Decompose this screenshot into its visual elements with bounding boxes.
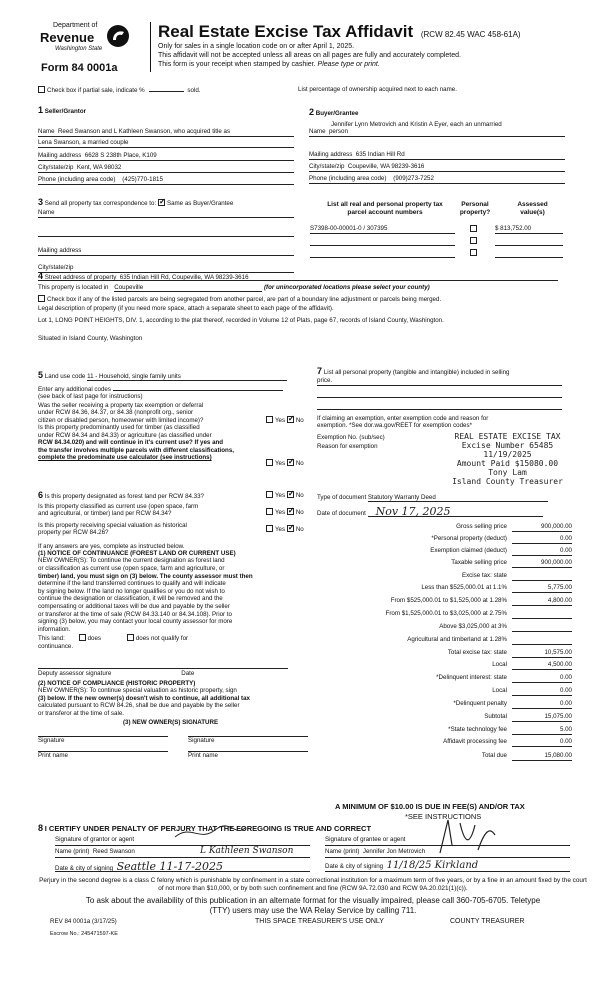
corr-name-line-2[interactable]	[38, 228, 294, 237]
corr-text: Send all property tax correspondence to:	[44, 200, 157, 207]
q2-no-checkbox[interactable]	[287, 459, 294, 466]
does-not-checkbox[interactable]	[127, 634, 134, 641]
tax-line-label: Gross selling price	[456, 523, 507, 530]
parcel-rows	[310, 225, 565, 261]
tax-line-label: From $525,000.01 to $1,525,000 at 1.28%	[390, 597, 507, 604]
forest-q3-yes[interactable]	[266, 525, 273, 532]
q2-yes-checkbox[interactable]	[266, 459, 273, 466]
buyer-city-label: City/state/zip	[309, 163, 345, 171]
tax-line	[340, 597, 572, 606]
street-label: Street address of property	[44, 274, 117, 281]
tax-line-value[interactable]: 0.00	[512, 687, 572, 696]
seller-mail-label: Mailing address	[38, 152, 82, 159]
buyer-name-top[interactable]: Jennifer Lynn Metrovich and Kristin A Eyer, each an unmarried	[331, 121, 502, 128]
owner-sig-1: Signature	[38, 736, 168, 744]
tax-line-label: Excise tax: state	[461, 572, 507, 579]
q1-no-checkbox[interactable]	[287, 416, 294, 423]
grantor-hw-name[interactable]: L Kathleen Swanson	[200, 846, 294, 856]
tax-line-value[interactable]	[512, 623, 572, 632]
tax-line-label: *Delinquent interest: state	[436, 674, 507, 681]
seller-phone[interactable]: (425)770-1815	[122, 176, 163, 183]
tax-line-value[interactable]: 4,800.00	[512, 597, 572, 606]
tax-line	[340, 700, 572, 709]
stamp-line-2: Excise Number 65485	[461, 441, 554, 450]
tax-line	[340, 726, 572, 735]
stamp-line-6: Island County Treasurer	[452, 477, 563, 486]
tax-line	[340, 687, 572, 696]
tax-line	[340, 649, 572, 658]
deputy-label: Deputy assessor signature	[38, 670, 112, 678]
q2-line-2: under RCW 84.34 and 84.33) or agriculture (as classified under	[38, 431, 212, 439]
receipt-note: This form is your receipt when stamped by cashier.	[158, 61, 316, 68]
parcel-number-2[interactable]	[310, 237, 455, 246]
tax-line-label: Less than $525,000.01 at 1.1%	[421, 584, 507, 591]
buyer-city[interactable]: Coupeville, WA 98239-3616	[347, 163, 425, 171]
doc-type-value[interactable]: Statutory Warranty Deed	[368, 494, 548, 502]
reason-label: Reason for exemption	[317, 443, 378, 451]
doc-date-row	[317, 507, 543, 517]
ownership-note: List percentage of ownership acquired next to each name.	[298, 86, 457, 93]
tax-line-value[interactable]: 15,080.00	[512, 752, 572, 761]
minimum-note: A MINIMUM OF $10.00 IS DUE IN FEE(S) AND/OR TAX	[335, 802, 525, 811]
personal-property-block: 7 List all personal property (tangible and intangible) included in selling price. If claiming an exemption, enter exemption code and reason for exemption. *See dor.wa.gov/REET for exemption codes* Exemption No. (sub/sec) Reason for exemption	[317, 366, 562, 451]
page-title	[158, 22, 521, 42]
tax-line-value[interactable]: 0.00	[512, 700, 572, 709]
q1-line-2: under RCW 84.36, 84.37, or 84.38 (nonprofit org., senior	[38, 409, 194, 417]
forest-q3-no[interactable]	[287, 525, 294, 532]
forest-q2b: and agricultural, or timber) land per RCW 84.34?	[38, 510, 172, 518]
q1-yes-checkbox[interactable]	[266, 416, 273, 423]
street-value[interactable]: 635 Indian Hill Rd, Coupeville, WA 98239-3616	[119, 274, 249, 281]
notice-1-title: (1) NOTICE OF CONTINUANCE (FOREST LAND OR CURRENT USE)	[38, 549, 236, 557]
tax-line-value[interactable]: 0.00	[512, 547, 572, 556]
escrow-number: Escrow No.: 245471597-KE	[50, 931, 118, 937]
stamp-line-5: Tony Lam	[488, 468, 527, 477]
parcel-number-3[interactable]	[310, 249, 455, 258]
stamp-line-3: 11/19/2025	[483, 450, 532, 459]
seller-header: 1 Seller/Grantor	[38, 105, 87, 115]
form-revision: REV 84 0001a (3/17/25)	[50, 918, 117, 925]
tax-line-label: Agricultural and timberland at 1.28%	[407, 636, 507, 643]
assessed-header: Assessed value(s)	[517, 201, 548, 216]
accessibility-text: To ask about the availability of this publication in an alternate format for the visually impaired, please call 360-705-6705. Teletype (TTY) users may use the WA Relay Service by calling 711.	[85, 896, 541, 915]
grantor-date-label: Date & city of signing	[55, 865, 114, 872]
header-line-3	[158, 60, 461, 69]
does-checkbox[interactable]	[79, 634, 86, 641]
treasurer-use: THIS SPACE TREASURER'S USE ONLY	[255, 918, 384, 925]
grantor-sig-label: Signature of grantor or agent	[55, 836, 135, 843]
tax-line	[340, 713, 572, 722]
seller-city[interactable]: Kent, WA 98032	[76, 164, 122, 171]
seller-name-2[interactable]: Lena Swanson, a married couple	[38, 139, 129, 146]
street-row: 4 Street address of property 635 Indian Hill Rd, Coupeville, WA 98239-3616	[38, 271, 558, 281]
tax-line-value[interactable]	[512, 610, 572, 619]
grantee-signature-icon	[430, 815, 500, 859]
header-line-2: This affidavit will not be accepted unless all areas on all pages are fully and accurately completed.	[158, 52, 461, 59]
tax-line	[340, 584, 572, 593]
personal-checkbox-3[interactable]	[470, 249, 477, 256]
tax-line-label: Local	[492, 687, 507, 694]
tax-line-value[interactable]: 4,500.00	[512, 661, 572, 670]
forest-q1: Is this property designated as forest land per RCW 84.33?	[44, 493, 204, 500]
form-number: Form 84 0001a	[41, 62, 118, 74]
assessed-value-3[interactable]	[495, 249, 563, 258]
grantee-date[interactable]: 11/18/25 Kirkland	[386, 860, 479, 871]
dor-logo	[35, 22, 140, 77]
tax-line-label: *State technology fee	[448, 726, 507, 733]
tax-line-value[interactable]: 15,075.00	[512, 713, 572, 722]
q2-line-1: Is this property predominantly used for timber (as classified	[38, 424, 200, 432]
owner-print-1: Print name	[38, 751, 168, 759]
stamp-line-1: REAL ESTATE EXCISE TAX	[454, 432, 561, 441]
deputy-date-label: Date	[181, 670, 195, 678]
partial-sale-row	[38, 86, 201, 94]
tax-line-value[interactable]: 5.00	[512, 726, 572, 735]
personal-text: List all personal property (tangible and intangible) included in selling	[323, 369, 510, 376]
tax-line	[340, 535, 572, 544]
tax-line	[340, 610, 572, 619]
partial-sale-checkbox[interactable]	[38, 86, 45, 93]
land-use-block: Enter any additional codes (see back of last page for instructions) Was the seller receiving a property tax exemption or deferral under RCW 84.36, 84.37, or 84.38 (nonprofit org., senior citizen or disabled person, homeowner with limited income)? Yes ✓ No Is this property predominantly used for timber (as classified under RCW 84.34 and 84.33) or agriculture (as classified under RCW 84.34.020) and will continue in it's current use? If yes and the transfer involves multiple parcels with different classifications, complete the predominate use calculator (see instructions) Yes ✓ No	[38, 386, 318, 461]
notice-3-title: (3) NEW OWNER(S) SIGNATURE	[123, 719, 219, 727]
treasurer-stamp	[440, 432, 575, 486]
tax-line-value[interactable]: 0.00	[512, 674, 572, 683]
land-use-label: Land use code	[44, 373, 86, 380]
forest-any: If any answers are yes, complete as instructed below.	[38, 542, 185, 550]
perjury-text: Perjury in the second degree is a class C felony which is punishable by confinement in a state correctional institution for a maximum term of five years, or by a fine in an amount fixed by the court of not more than $10,000, or by both such confinement and fine (RCW 9A.72.030 and RCW 9A.20.021(1)(c)).	[39, 877, 587, 892]
notice-2-text: NEW OWNER(S): To continue special valuation as historic property, sign (3) below. If the new owner(s) doesn't wish to continue, all additional tax calculated pursuant to RCW 84.26, shall be due and payable by the seller or transferor at the time of sale.	[38, 687, 250, 717]
tax-line	[340, 661, 572, 670]
see-instructions: *SEE INSTRUCTIONS	[405, 812, 482, 821]
this-land-label: This land:	[38, 635, 65, 643]
owner-print-2: Print name	[188, 751, 308, 759]
tax-line-value[interactable]: 10,575.00	[512, 649, 572, 658]
tax-line-label: Total due	[481, 752, 507, 759]
seller-phone-label: Phone (including area code)	[38, 176, 116, 183]
title-text: Real Estate Excise Tax Affidavit	[158, 22, 414, 41]
header-notes	[158, 42, 461, 69]
forest-q3b: property per RCW 84.26?	[38, 529, 109, 537]
partial-label: Check box if partial sale, indicate %	[47, 87, 145, 94]
forest-q2-yes[interactable]	[266, 508, 273, 515]
doc-type-row	[317, 494, 548, 502]
legal-label: Legal description of property (if you need more space, attach a separate sheet to each page of the affidavit).	[38, 305, 334, 312]
tax-line-label: Affidavit processing fee	[443, 738, 507, 745]
buyer-phone[interactable]: (909)273-7252	[393, 175, 434, 183]
tax-line-value[interactable]: 900,000.00	[512, 523, 572, 532]
forest-q3a: Is this property receiving special valuation as historical	[38, 521, 187, 529]
buyer-mail[interactable]: 635 Indian Hill Rd	[355, 151, 405, 159]
land-use-row: 5 Land use code 11 - Household, single family units	[38, 370, 287, 381]
segregate-label: Check box if any of the listed parcels are being segregated from another parcel, are part of a boundary line adjustment or parcels being merged.	[47, 296, 442, 303]
tax-line	[340, 559, 572, 568]
stamp-line-4: Amount Paid $15080.00	[456, 459, 559, 468]
buyer-header: 2 Buyer/Grantee	[309, 107, 359, 117]
forest-q2-no[interactable]	[287, 508, 294, 515]
tax-line-value[interactable]	[512, 636, 572, 645]
forest-q2a: Is this property classified as current use (open space, farm	[38, 502, 199, 510]
doc-date-value[interactable]: Nov 17, 2025	[368, 507, 543, 517]
tax-line-label: From $1,525,000.01 to $3,025,000 at 2.75%	[385, 610, 507, 617]
buyer-name-label: Name	[309, 128, 326, 136]
q2-line-3: RCW 84.34.020) and will continue in it's current use? If yes and	[38, 439, 224, 447]
wa-logo-icon	[107, 25, 129, 47]
forest-q1-no[interactable]	[287, 491, 294, 498]
situated-text[interactable]: Situated in Island County, Washington	[38, 335, 143, 342]
corr-city-label: City/state/zip	[38, 264, 74, 271]
tax-line	[340, 572, 572, 581]
dept-text: Department of	[53, 22, 98, 29]
claim-line-2: exemption. *See dor.wa.gov/REET for exemption codes*	[317, 422, 473, 430]
tax-line-label: *Personal property (deduct)	[431, 535, 507, 542]
buyer-name[interactable]: person	[328, 128, 348, 136]
location-row	[38, 284, 430, 292]
buyer-phone-label: Phone (including area code)	[309, 175, 387, 183]
tax-line-value[interactable]: 0.00	[512, 535, 572, 544]
personal-checkbox-1[interactable]	[470, 225, 477, 232]
continuance-label: continuance.	[38, 642, 74, 650]
additional-codes-field[interactable]	[113, 390, 283, 391]
same-as-buyer-checkbox[interactable]	[158, 199, 165, 206]
certify-text: I CERTIFY UNDER PENALTY OF PERJURY THAT THE FOREGOING IS TRUE AND CORRECT	[44, 824, 372, 833]
assessed-value-2[interactable]	[495, 237, 563, 246]
personal-line-3[interactable]	[317, 401, 562, 410]
grantee-name[interactable]: Jennifer Jon Metrovich	[362, 848, 426, 855]
tax-line	[340, 738, 572, 747]
corr-name-label: Name	[38, 209, 55, 216]
certify-row: 8 I CERTIFY UNDER PENALTY OF PERJURY THAT THE FOREGOING IS TRUE AND CORRECT	[38, 823, 372, 833]
seller-mail[interactable]: 6628 S 238th Place, K109	[84, 152, 157, 159]
assessed-value[interactable]: $ 813,752.00	[495, 225, 563, 234]
grantor-signature-icon	[170, 822, 250, 846]
corr-mail-label: Mailing address	[38, 247, 82, 254]
tax-line-label: Total excise tax: state	[447, 649, 507, 656]
notice-2-title: (2) NOTICE OF COMPLIANCE (HISTORIC PROPERTY)	[38, 679, 196, 687]
personal-checkbox-2[interactable]	[470, 237, 477, 244]
tax-line	[340, 623, 572, 632]
header-line-1: Only for sales in a single location code on or after April 1, 2025.	[158, 43, 355, 50]
forest-block: 6 Is this property designated as forest land per RCW 84.33? Yes ✓ No Is this property classified as current use (open space, farm and agricultural, or timber) land per RCW 84.34? Yes ✓ No Is this property receiving special valuation as historical property per RCW 84.26? Yes ✓ No If any answers are yes, complete as instructed below. (1) NOTICE OF CONTINUANCE (FOREST LAND OR CURRENT USE) NEW OWNER(S): To continue the current designation as forest land or classification as current use (open space, farm and agriculture, or timber) land, you must sign on (3) below. The county assessor must then determine if the land transferred continues to qualify and will indicate by signing below. If the land no longer qualifies or you do not wish to continue the designation or classification, it will be removed and the compensating or additional taxes will be due and payable by the seller or transferor at the time of sale (RCW 84.33.140 or 84.34.108). Prior to signing (3) below, you may contact your local county assessor for more information. This land: does does not qualify for continuance. Deputy assessor signature Date (2) NOTICE OF COMPLIANCE (HISTORIC PROPERTY) NEW OWNER(S): To continue special valuation as historic property, sign (3) below. If the new owner(s) doesn't wish to continue, all additional tax calculated pursuant to RCW 84.26, shall be due and payable by the seller or transferor at the time of sale. (3) NEW OWNER(S) SIGNATURE Signature Signature Print name Print name	[38, 490, 318, 760]
correspondence-row: 3 Send all property tax correspondence to: ✓ Same as Buyer/Grantee	[38, 197, 233, 208]
revenue-text: Revenue	[40, 30, 95, 45]
grantee-date-label: Date & city of signing	[325, 863, 384, 870]
personal-line-2[interactable]	[317, 389, 562, 398]
segregate-row	[38, 295, 441, 303]
see-back-note: (see back of last page for instructions)	[38, 393, 143, 401]
seller-block	[38, 128, 294, 185]
tax-line	[340, 674, 572, 683]
tax-line-value[interactable]: 0.00	[512, 738, 572, 747]
legal-description[interactable]: Lot 1, LONG POINT HEIGHTS, DIV. 1, according to the plat thereof, recorded in Volume 12 of Plats, page 67, records of Island County, Washington.	[38, 317, 444, 324]
type-print-note: Please type or print.	[317, 61, 380, 68]
buyer-block	[309, 121, 565, 184]
notice-1-text: NEW OWNER(S): To continue the current designation as forest land or classification as current use (open space, farm and agriculture, or timber) land, you must sign on (3) below. The county assessor must then determine if the land transferred continues to qualify and will indicate by signing below. If the land no longer qualifies or you do not wish to continue the designation or classification, it will be removed and the compensating or additional taxes will be due and payable by the seller or transferor at the time of sale (RCW 84.33.140 or 84.34.108). Prior to signing (3) below, you may contact your local county assessor for more information.	[38, 557, 253, 633]
tax-line	[340, 636, 572, 645]
location-value[interactable]: Coupeville	[114, 284, 262, 292]
tax-line	[340, 523, 572, 532]
rcw-cite: (RCW 82.45 WAC 458-61A)	[420, 30, 521, 39]
grantee-name-label: Name (print)	[325, 848, 360, 855]
grantor-name-label: Name (print)	[55, 848, 90, 855]
location-label: This property is located in	[38, 284, 109, 291]
buyer-mail-label: Mailing address	[309, 151, 353, 159]
parcel-header: List all real and personal property tax parcel account numbers	[327, 201, 443, 216]
tax-line-label: Above $3,025,000 at 3%	[439, 623, 507, 630]
tax-line-label: Subtotal	[484, 713, 507, 720]
partial-percent-field[interactable]	[149, 91, 184, 92]
sold-label: sold.	[187, 87, 201, 94]
tax-line-label: Local	[492, 661, 507, 668]
tax-line-label: Exemption claimed (deduct)	[430, 547, 507, 554]
location-note: (for unincorporated locations please select your county)	[263, 284, 430, 291]
tax-line	[340, 752, 572, 761]
seller-name[interactable]: Reed Swanson and L Kathleen Swanson, who acquired title as	[57, 128, 231, 135]
seller-city-label: City/state/zip	[38, 164, 74, 171]
grantee-sig-label: Signature of grantee or agent	[325, 836, 406, 843]
owner-sig-2: Signature	[188, 736, 308, 744]
tax-line-label: *Delinquent penalty	[453, 700, 507, 707]
same-as-buyer-label: Same as Buyer/Grantee	[166, 200, 234, 207]
doc-date-label: Date of document	[317, 510, 366, 517]
exemption-no-label: Exemption No. (sub/sec)	[317, 433, 385, 441]
seller-name-label: Name	[38, 128, 55, 135]
claim-line-1: If claiming an exemption, enter exemption code and reason for	[317, 414, 489, 422]
grantor-name[interactable]: Reed Swanson	[92, 848, 135, 855]
personal-header: Personal property?	[459, 201, 491, 216]
q1-line-3: citizen or disabled person, homeowner with limited income)?	[38, 416, 204, 424]
forest-q1-yes[interactable]	[266, 491, 273, 498]
tax-line	[340, 547, 572, 556]
tax-line-label: Taxable selling price	[451, 559, 507, 566]
q2-line-4: the transfer involves multiple parcels with different classifications,	[38, 446, 234, 454]
tax-line-value[interactable]	[512, 572, 572, 581]
q2-line-5: complete the predominate use calculator (see instructions)	[38, 453, 212, 461]
title-box	[150, 22, 153, 72]
doc-type-label: Type of document	[317, 494, 367, 501]
tax-line-value[interactable]: 5,775.00	[512, 584, 572, 593]
county-treasurer: COUNTY TREASURER	[450, 918, 525, 925]
parcel-number[interactable]: S7398-00-00001-0 / 307395	[310, 225, 455, 234]
state-text: Washington State	[55, 46, 103, 52]
personal-text-2: price.	[317, 376, 333, 384]
corr-block	[38, 209, 294, 273]
land-use-value[interactable]: 11 - Household, single family units	[87, 373, 287, 381]
segregate-checkbox[interactable]	[38, 295, 45, 302]
q1-line-1: Was the seller receiving a property tax exemption or deferral	[38, 401, 204, 409]
grantor-date[interactable]: Seattle 11-17-2025	[116, 860, 223, 873]
tax-line-value[interactable]: 900,000.00	[512, 559, 572, 568]
additional-codes-label: Enter any additional codes	[38, 386, 111, 393]
